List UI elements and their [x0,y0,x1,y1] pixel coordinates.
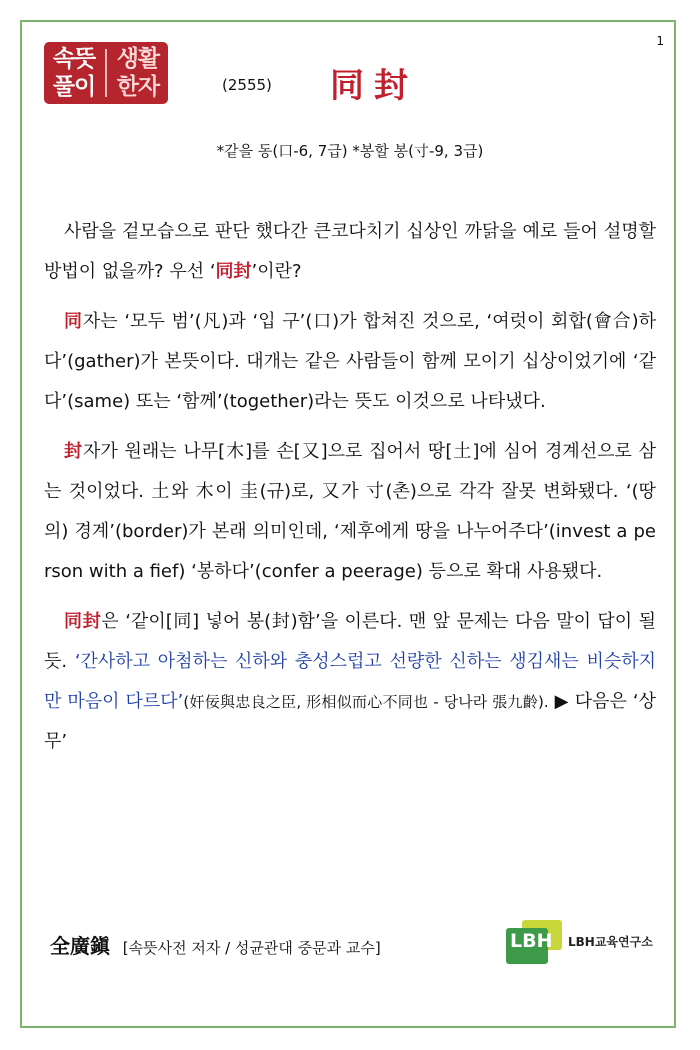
headline: 同封 [330,66,418,106]
author-role: [속뜻사전 저자 / 성균관대 중문과 교수] [122,939,381,957]
author-name: 全廣鎭 [50,934,110,958]
logo-right-text [117,45,159,101]
paragraph-3 [44,432,656,592]
lbh-mark: LBH [510,930,553,952]
paragraph-1 [44,212,656,292]
p4-text-1: 은 ‘같이[同] 넣어 봉(封)함’을 이른다. 맨 앞 문제는 다음 말이 답이 될 듯. [44,611,656,672]
article-body [44,212,656,772]
logo-right-line1: 생활 [116,46,160,72]
p3-text: 자가 원래는 나무[木]를 손[又]으로 집어서 땅[土]에 심어 경계선으로 삼는 것이었다. 土와 木이 圭(규)로, 又가 寸(촌)으로 각각 잘못 변화됐다. ‘(땅의) 경계’(border)가 본래 의미인데, ‘제후에게 땅을 나누어주다’(invest a person with a fief) ‘봉하다’(confer a peerage) 등으로 확대 사용됐다. [44,441,657,582]
lbh-logo-icon [506,916,562,966]
serial-number: (2555) [222,76,272,94]
logo-left-line2: 풀이 [52,74,96,100]
page-number: 1 [656,34,664,48]
p4-quote: ‘간사하고 아첨하는 신하와 충성스럽고 선량한 신하는 생김새는 비슷하지만 마음이 다르다’ [44,651,656,712]
logo-separator [105,49,107,97]
p3-highlight-char: 封 [64,441,83,462]
p4-highlight-word: 同封 [64,611,102,632]
p2-highlight-char: 同 [64,311,83,332]
logo-left-text [53,45,95,101]
paragraph-2 [44,302,656,422]
author-footer [50,930,381,959]
p4-source: (奸佞與忠良之臣, 形相似而心不同也 - 당나라 張九齡). [183,693,549,711]
p2-text: 자는 ‘모두 범’(凡)과 ‘입 구’(口)가 합쳐진 것으로, ‘여럿이 회합(會合)하다’(gather)가 본뜻이다. 대개는 같은 사람들이 함께 모이기 십상이었기에 ‘같다’(same) 또는 ‘함께’(together)라는 뜻도 이것으로 나타냈다. [44,311,657,412]
hanja-info: *같을 동(口-6, 7급) *봉할 봉(寸-9, 3급) [216,142,484,160]
lbh-logo [506,916,653,966]
p1-highlight-word: 同封 [215,261,252,282]
lbh-institute-name: LBH교육연구소 [568,934,653,949]
p1-text-2: ’이란? [251,261,302,282]
paragraph-4 [44,602,656,762]
logo-right-line2: 한자 [116,74,160,100]
logo-left-line1: 속뜻 [52,46,96,72]
p1-text-1: 사람을 겉모습으로 판단 했다간 큰코다치기 십상인 까닭을 예로 들어 설명할 방법이 없을까? 우선 ‘ [44,221,656,282]
p4-next-topic: ▶ 다음은 ‘상무’ [44,691,656,752]
column-logo [44,42,168,104]
